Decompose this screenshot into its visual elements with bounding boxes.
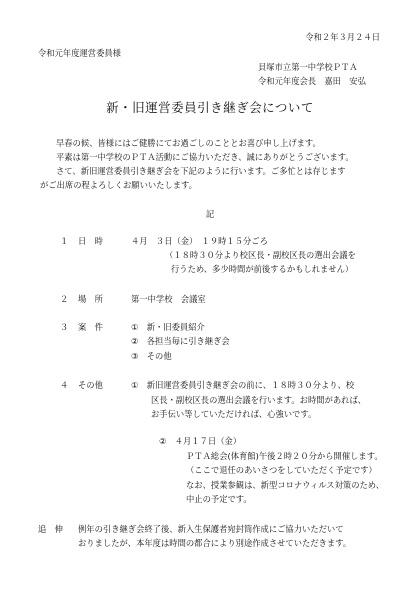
place-value: 第一中学校 会議室 xyxy=(131,294,206,304)
other-note: ① 新旧運営委員引き継ぎ会の前に、１８時３０分より、校 xyxy=(131,380,355,390)
addressee: 令和元年度運営委員様 xyxy=(38,48,121,58)
date-note: （１８時３０分より校区長・副校区長の選出会議を xyxy=(165,250,356,260)
agenda-item: ② 各担当毎に引き継ぎ会 xyxy=(131,336,230,346)
greeting-line: 早春の候、皆様にはご健勝にてお過ごしのこととお喜び申し上げます。 xyxy=(56,138,321,148)
postscript-line: 例年の引き継ぎ会終了後、新入生保護者宛封筒作成にご協力いただいて xyxy=(78,524,344,534)
other-note: ＰＴＡ総会(体育館)午後２時２０分から開催します。 xyxy=(186,451,383,461)
sender-name: 令和元年度会長 嘉田 安弘 xyxy=(258,76,366,86)
agenda-item: ③ その他 xyxy=(131,351,172,361)
agenda-item: ① 新・旧委員紹介 xyxy=(131,322,205,332)
other-note: なお、授業参観は、新型コロナウィルス対策のため、 xyxy=(186,480,385,490)
item-label-date: 日 時 xyxy=(78,236,103,246)
postscript-label: 追 伸 xyxy=(38,524,63,534)
page-title: 新・旧運営委員引き継ぎ会について xyxy=(106,100,314,115)
other-note: （ここで退任のあいさつをしていただく予定です） xyxy=(186,465,377,475)
other-note: 中止の予定です。 xyxy=(186,494,252,504)
item-label-agenda: 案 件 xyxy=(78,322,103,332)
item-number: ４ xyxy=(60,380,69,390)
ki-heading: 記 xyxy=(205,209,215,219)
document-date: 令和２年３月２４日 xyxy=(305,32,380,42)
date-note: 行うため、多少時間が前後するかもしれません） xyxy=(171,264,354,274)
greeting-line: がご出席の程よろしくお願いいたします。 xyxy=(40,180,197,190)
postscript-line: おりましたが、本年度は時間の都合により別途作成させていただきます。 xyxy=(78,538,352,548)
item-number: １ xyxy=(60,236,69,246)
other-note: 区長・副校区長の選出会議を行います。お時間があれば、 xyxy=(151,395,367,405)
item-number: ２ xyxy=(60,294,69,304)
other-note: お手伝い等していただければ、心強いです。 xyxy=(151,409,317,419)
item-number: ３ xyxy=(60,322,69,332)
greeting-line: さて、新旧運営委員引き継ぎ会を下記のように行います。ご多忙とは存じます xyxy=(56,166,346,176)
sender-organization: 貝塚市立第一中学校ＰＴＡ xyxy=(258,62,358,72)
other-note: ② ４月１７日（金） xyxy=(159,436,242,446)
item-label-place: 場 所 xyxy=(78,294,103,304)
greeting-line: 平素は第一中学校のＰＴＡ活動にご協力いただき、誠にありがとうございます。 xyxy=(56,152,354,162)
date-value: ４月 ３日（金） １９時１５分ごろ xyxy=(131,236,268,246)
item-label-other: その他 xyxy=(78,380,103,390)
